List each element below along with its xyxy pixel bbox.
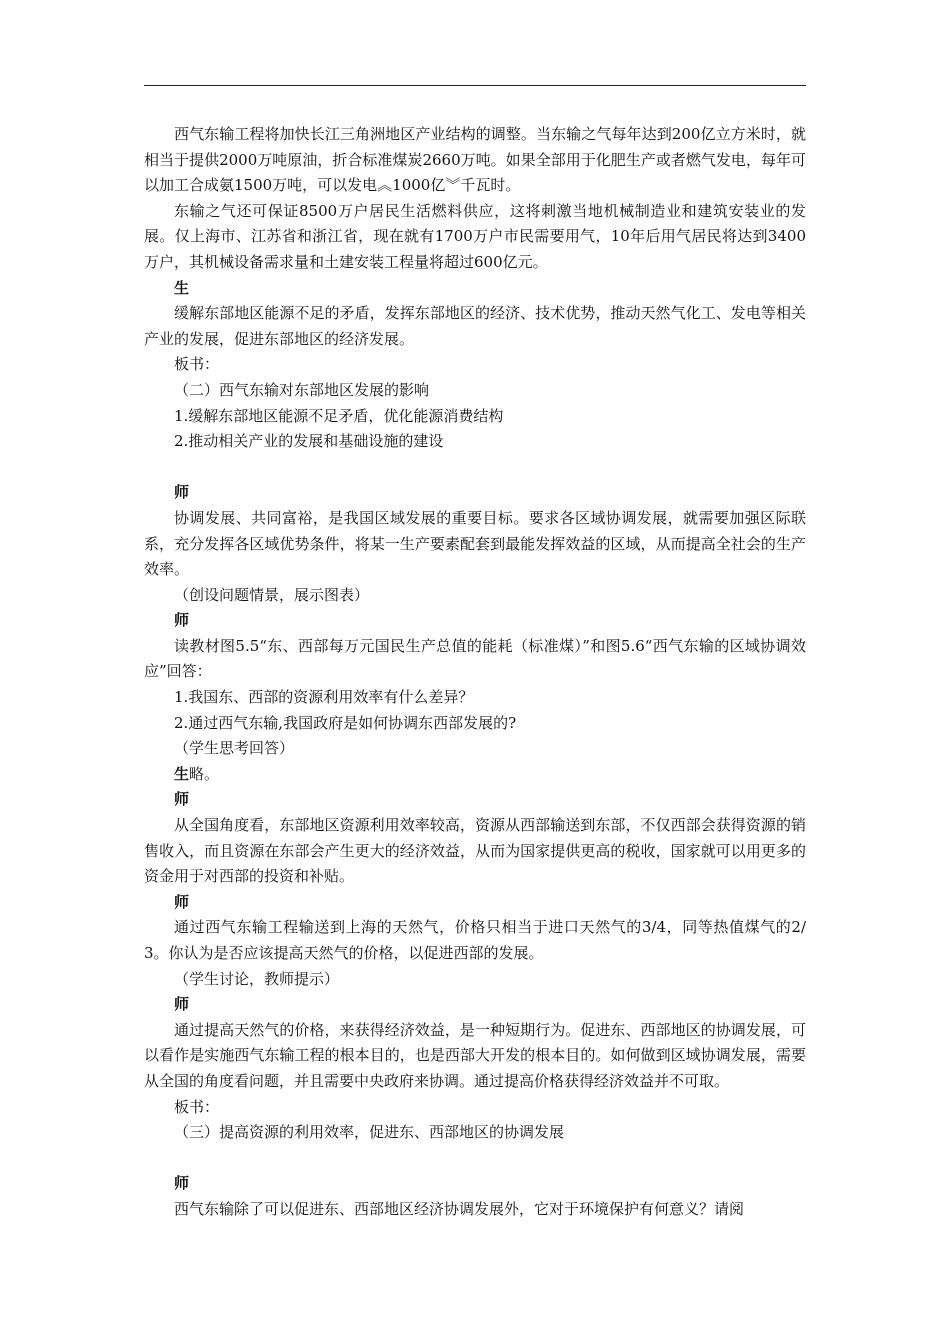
speaker-label-teacher: 师 <box>174 995 190 1014</box>
blank-line <box>144 455 806 481</box>
blackboard-item: 2.推动相关产业的发展和基础设施的建设 <box>174 432 444 451</box>
speaker-label-teacher: 师 <box>174 790 190 809</box>
speaker-label-student: 生 <box>174 278 190 297</box>
document-body <box>144 122 806 1223</box>
speaker-label-teacher: 师 <box>174 892 190 911</box>
paragraph: 从全国角度看，东部地区资源利用效率较高，资源从西部输送到东部，不仅西部会获得资源的销售收入，而且资源在东部会产生更大的经济效益，从而为国家提供更高的税收，国家就可以用更多的资金用于对西部的投资和补贴。 <box>144 816 806 886</box>
paragraph: 西气东输除了可以促进东、西部地区经济协调发展外，它对于环境保护有何意义？请阅 <box>174 1199 745 1218</box>
question-item: 1.我国东、西部的资源利用效率有什么差异？ <box>174 688 474 707</box>
paragraph: 西气东输工程将加快长江三角洲地区产业结构的调整。当东输之气每年达到200亿立方米时，就相当于提供2000万吨原油，折合标准煤炭2660万吨。如果全部用于化肥生产或者燃气发电，每年可以加工合成氨1500万吨，可以发电︽1000亿︾千瓦时。 <box>144 125 806 195</box>
paragraph: 读教材图5.5“东、西部每万元国民生产总值的能耗（标准煤）”和图5.6“西气东输的区域协调效应”回答： <box>144 636 806 681</box>
blackboard-heading: 板书： <box>174 355 220 374</box>
blackboard-item: （二）西气东输对东部地区发展的影响 <box>174 380 430 399</box>
speaker-label-teacher: 师 <box>174 611 190 630</box>
stage-note: （学生思考回答） <box>174 739 295 758</box>
blackboard-item: （三）提高资源的利用效率，促进东、西部地区的协调发展 <box>174 1123 565 1142</box>
speaker-label-teacher: 师 <box>174 483 190 502</box>
student-reply <box>144 762 806 788</box>
speaker-label-teacher: 师 <box>174 1174 190 1193</box>
paragraph: 缓解东部地区能源不足的矛盾，发挥东部地区的经济、技术优势，推动天然气化工、发电等相关产业的发展，促进东部地区的经济发展。 <box>144 304 806 348</box>
paragraph: 协调发展、共同富裕，是我国区域发展的重要目标。要求各区域协调发展，就需要加强区际联系，充分发挥各区域优势条件，将某一生产要素配套到最能发挥效益的区域，从而提高全社会的生产效率。 <box>144 508 806 579</box>
paragraph: 通过提高天然气的价格，来获得经济效益，是一种短期行为。促进东、西部地区的协调发展，可以看作是实施西气东输工程的根本目的，也是西部大开发的根本目的。如何做到区域协调发展，需要从全国的角度看问题，并且需要中央政府来协调。通过提高价格获得经济效益并不可取。 <box>144 1020 806 1090</box>
blackboard-item: 1.缓解东部地区能源不足矛盾，优化能源消费结构 <box>174 406 504 425</box>
reply-text: 略。 <box>189 764 220 783</box>
speaker-label-student: 生 <box>174 764 190 783</box>
blackboard-heading: 板书： <box>174 1097 220 1116</box>
paragraph: 东输之气还可保证8500万户居民生活燃料供应，这将刺激当地机械制造业和建筑安装业的发展。仅上海市、江苏省和浙江省，现在就有1700万户市民需要用气，10年后用气居民将达到3400万户，其机械设备需求量和土建安装工程量将超过600亿元。 <box>144 201 806 271</box>
paragraph: 通过西气东输工程输送到上海的天然气，价格只相当于进口天然气的3/4，同等热值煤气的2/3。你认为是否应该提高天然气的价格，以促进西部的发展。 <box>144 918 806 962</box>
question-item: 2.通过西气东输,我国政府是如何协调东西部发展的? <box>174 713 517 732</box>
blank-line <box>144 1146 806 1172</box>
header-rule <box>144 85 806 86</box>
stage-note: （创设问题情景，展示图表） <box>174 585 370 604</box>
stage-note: （学生讨论，教师提示） <box>174 969 340 988</box>
